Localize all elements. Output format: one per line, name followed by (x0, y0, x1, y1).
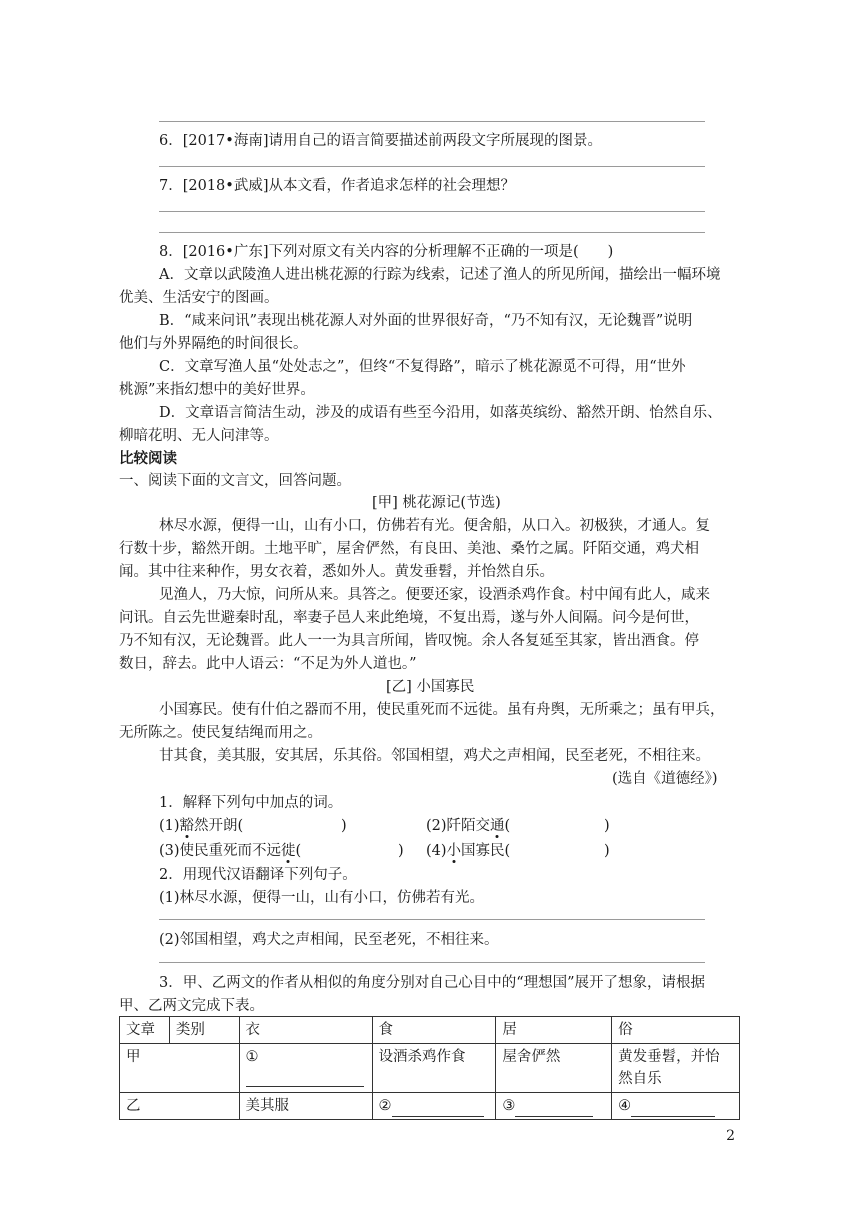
table-header: 食 (372, 1017, 496, 1044)
row-label: 甲 (120, 1044, 240, 1093)
q1-item-1: (1)豁然开朗( (159, 818, 244, 834)
table-header-row (120, 1017, 740, 1044)
question-6: 6．[2017•海南]请用自己的语言简要描述前两段文字所展现的图景。 (159, 133, 602, 149)
blank-marker: ① (245, 1049, 259, 1065)
table-header: 俗 (612, 1017, 740, 1044)
passage-line: 数日，辞去。此中人语云：“不足为外人道也。” (119, 656, 417, 672)
passage-line: 见渔人，乃大惊，问所从来。具答之。便要还家，设酒杀鸡作食。村中闻有此人，咸来 (159, 587, 710, 603)
translate-2: (2)邻国相望，鸡犬之声相闻，民至老死，不相往来。 (159, 932, 499, 948)
fill-blank[interactable] (631, 1102, 715, 1117)
option-a: A．文章以武陵渔人进出桃花源的行踪为线索，记述了渔人的所见所闻，描绘出一幅环境 (159, 267, 721, 283)
table-header: 衣 (239, 1017, 372, 1044)
answer-line (159, 166, 705, 167)
cell-line: 然自乐 (618, 1071, 662, 1087)
q1-item-3-close: ) (398, 843, 404, 859)
passage-line: 乃不知有汉，无论魏晋。此人一一为具言所闻，皆叹惋。余人各复延至其家，皆出酒食。停 (119, 633, 699, 649)
passage-line: 林尽水源，便得一山，山有小口，仿佛若有光。便舍船，从口入。初极狭，才通人。复 (159, 518, 710, 534)
answer-line (159, 211, 705, 212)
table-cell (239, 1044, 372, 1093)
answer-line (159, 232, 705, 233)
table-cell: 屋舍俨然 (496, 1044, 612, 1093)
section-intro: 一、阅读下面的文言文，回答问题。 (119, 473, 351, 489)
passage-line: 闻。其中往来种作，男女衣着，悉如外人。黄发垂髫，并怡然自乐。 (119, 564, 554, 580)
q1-item-2-close: ) (604, 818, 610, 834)
q1-item-4: (4)小国寡民( (426, 843, 511, 859)
passage-line: 问讯。自云先世避秦时乱，率妻子邑人来此绝境，不复出焉，遂与外人间隔。问今是何世， (119, 610, 699, 626)
blank-marker: ② (378, 1098, 392, 1114)
comparison-table (119, 1016, 740, 1120)
table-cell (612, 1093, 740, 1120)
subquestion-1: 1．解释下列句中加点的词。 (159, 795, 343, 811)
question-8-stem: 8．[2016•广东]下列对原文有关内容的分析理解不正确的一项是( ) (159, 244, 614, 260)
table-row (120, 1093, 740, 1120)
passage-jia-title: [甲] 桃花源记(节选) (372, 495, 501, 511)
question-7: 7．[2018•武威]从本文看，作者追求怎样的社会理想？ (159, 178, 515, 194)
cell-line: 黄发垂髫，并怡 (618, 1049, 720, 1065)
q1-item-2: (2)阡陌交通( (426, 818, 511, 834)
table-cell (372, 1093, 496, 1120)
fill-blank[interactable] (246, 1068, 364, 1087)
row-label: 乙 (120, 1093, 240, 1120)
table-row (120, 1044, 740, 1093)
answer-line (159, 919, 705, 920)
option-a-cont: 优美、生活安宁的图画。 (119, 290, 279, 306)
option-c-cont: 桃源”来指幻想中的美好世界。 (119, 382, 315, 398)
q1-item-4-close: ) (604, 843, 610, 859)
q1-item-1-close: ) (341, 818, 347, 834)
table-cell (612, 1044, 740, 1093)
option-b: B．“咸来问讯”表现出桃花源人对外面的世界很好奇，“乃不知有汉，无论魏晋”说明 (159, 313, 693, 329)
table-header: 类别 (169, 1017, 239, 1044)
table-cell: 美其服 (239, 1093, 372, 1120)
subquestion-3-cont: 甲、乙两文完成下表。 (119, 998, 264, 1014)
translate-1: (1)林尽水源，便得一山，山有小口，仿佛若有光。 (159, 890, 485, 906)
option-c: C．文章写渔人虽“处处志之”，但终“不复得路”，暗示了桃花源觅不可得，用“世外 (159, 359, 686, 375)
table-cell (496, 1093, 612, 1120)
table-header: 居 (496, 1017, 612, 1044)
passage-source: (选自《道德经》) (612, 771, 718, 787)
fill-blank[interactable] (392, 1102, 484, 1117)
answer-line (159, 121, 705, 122)
answer-line (159, 962, 705, 963)
fill-blank[interactable] (515, 1102, 593, 1117)
subquestion-2: 2．用现代汉语翻译下列句子。 (159, 867, 357, 883)
blank-marker: ③ (502, 1098, 516, 1114)
table-header: 文章 (120, 1017, 170, 1044)
q1-item-3: (3)使民重死而不远徙( (159, 843, 302, 859)
passage-line: 无所陈之。使民复结绳而用之。 (119, 725, 322, 741)
subquestion-3: 3．甲、乙两文的作者从相似的角度分别对自己心目中的“理想国”展开了想象，请根据 (159, 975, 706, 991)
option-d-cont: 柳暗花明、无人问津等。 (119, 428, 279, 444)
option-d: D．文章语言简洁生动，涉及的成语有些至今沿用，如落英缤纷、豁然开朗、怡然自乐、 (159, 405, 722, 421)
table-cell: 设酒杀鸡作食 (372, 1044, 496, 1093)
passage-line: 小国寡民。使有什伯之器而不用，使民重死而不远徙。虽有舟舆，无所乘之；虽有甲兵， (159, 702, 725, 718)
blank-marker: ④ (618, 1098, 632, 1114)
option-b-cont: 他们与外界隔绝的时间很长。 (119, 336, 308, 352)
section-heading: 比较阅读 (119, 450, 177, 467)
page-number: 2 (726, 1128, 735, 1144)
passage-line: 甘其食，美其服，安其居，乐其俗。邻国相望，鸡犬之声相闻，民至老死，不相往来。 (159, 748, 710, 764)
passage-yi-title: [乙] 小国寡民 (386, 679, 475, 695)
passage-line: 行数十步，豁然开朗。土地平旷，屋舍俨然，有良田、美池、桑竹之属。阡陌交通，鸡犬相 (119, 541, 699, 557)
